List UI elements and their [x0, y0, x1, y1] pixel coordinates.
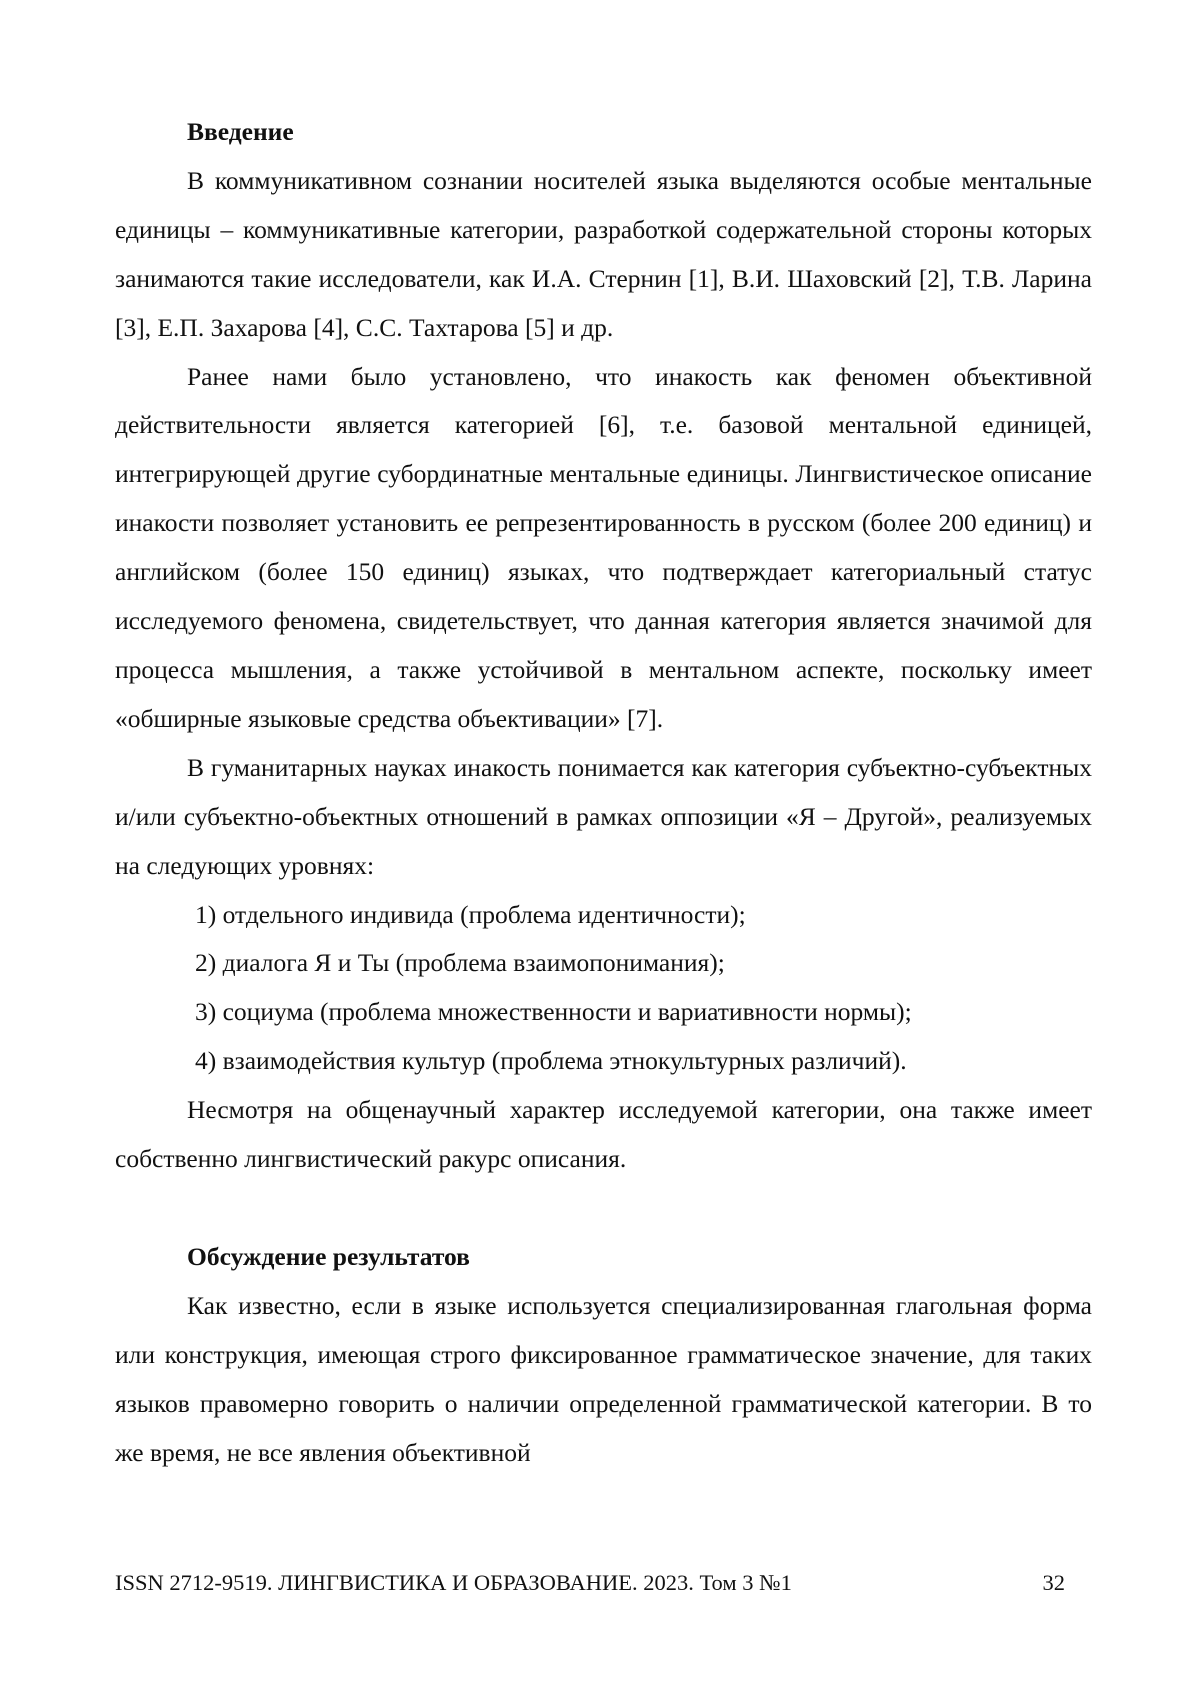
section-heading-introduction: Введение — [187, 117, 294, 146]
journal-citation: ISSN 2712-9519. ЛИНГВИСТИКА И ОБРАЗОВАНИЕ. 2023. Том 3 №1 — [115, 1570, 792, 1595]
section-spacer — [115, 1184, 1092, 1233]
page-number: 32 — [1042, 1570, 1065, 1595]
paragraph: В гуманитарных науках инакость понимается как категория субъектно-субъектных и/или субъектно-объектных отношений в рамках оппозиции «Я – Другой», реализуемых на следующих уровнях: — [115, 752, 1092, 880]
paragraph: Как известно, если в языке используется специализированная глагольная форма или конструкция, имеющая строго фиксированное грамматическое значение, для таких языков правомерно говорить о наличии определенной грамматической категории. В то же время, не все явления объективной — [115, 1290, 1092, 1467]
section-heading-discussion: Обсуждение результатов — [187, 1241, 470, 1271]
paragraph: Несмотря на общенаучный характер исследуемой категории, она также имеет собственно лингвистический ракурс описания. — [115, 1095, 1092, 1174]
paragraph: В коммуникативном сознании носителей языка выделяются особые ментальные единицы – коммуникативные категории, разработкой содержательной стороны которых занимаются такие исследователи, как И.А. Стернин [1], В.И. Шаховский [2], Т.В. Ларина [3], Е.П. Захарова [4], С.С. Тахтарова [5] и др. — [115, 165, 1092, 342]
list-item: 2) диалога Я и Ты (проблема взаимопонимания); — [195, 948, 725, 978]
list-item: 3) социума (проблема множественности и вариативности нормы); — [195, 997, 912, 1027]
list-item: 1) отдельного индивида (проблема идентичности); — [195, 899, 746, 929]
paragraph: Ранее нами было установлено, что инакость как феномен объективной действительности является категорией [6], т.е. базовой ментальной единицей, интегрирующей другие субординатные ментальные единицы. Лингвистическое описание инакости позволяет установить ее репрезентированность в русском (более 200 единиц) и английском (более 150 единиц) языках, что подтверждает категориальный статус исследуемого феномена, свидетельствует, что данная категория является значимой для процесса мышления, а также устойчивой в ментальном аспекте, поскольку имеет «обширные языковые средства объективации» [7]. — [115, 361, 1092, 733]
article-body — [115, 108, 1092, 1477]
list-item: 4) взаимодействия культур (проблема этнокультурных различий). — [195, 1046, 907, 1076]
